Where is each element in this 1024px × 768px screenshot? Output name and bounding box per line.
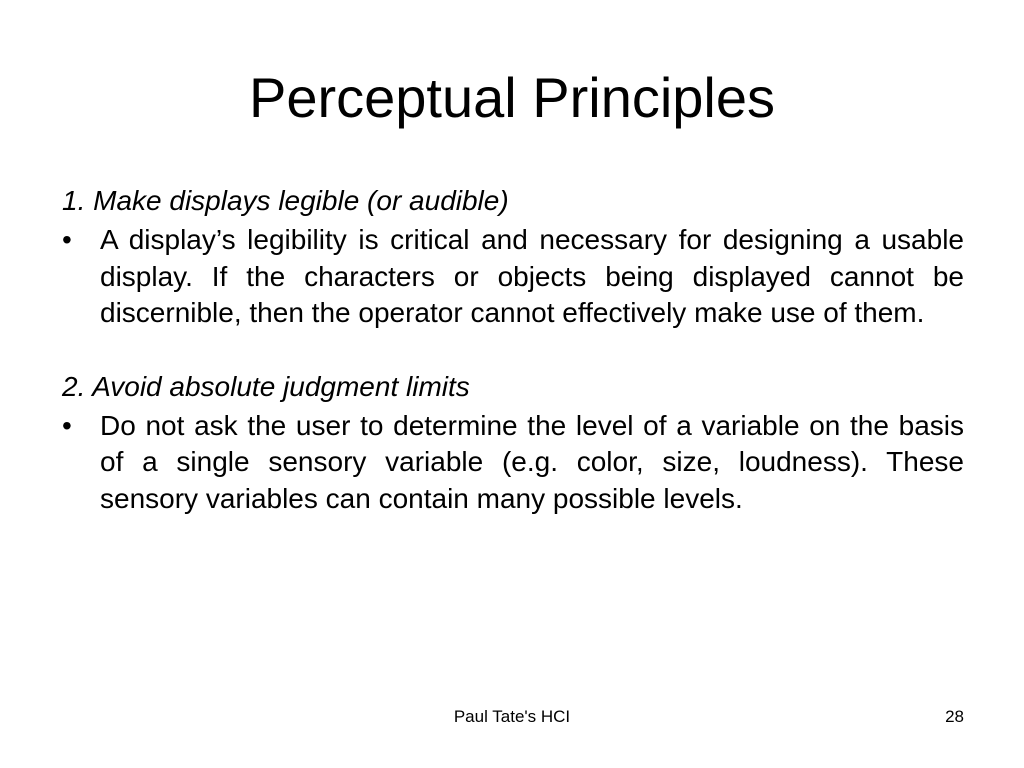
bullet-item	[62, 222, 964, 332]
bullet-marker: •	[62, 224, 72, 255]
section-heading: 1. Make displays legible (or audible)	[62, 185, 509, 216]
bullet-item	[62, 408, 964, 518]
footer-author: Paul Tate's HCI	[453, 707, 571, 726]
section-absolute-judgment	[62, 368, 964, 518]
slide-content	[62, 182, 964, 517]
section-heading: 2. Avoid absolute judgment limits	[62, 370, 470, 402]
section-legibility	[62, 182, 964, 332]
page-number: 28	[945, 707, 964, 726]
bullet-text: A display’s legibility is critical and necessary for designing a usable display. If the characters or objects being displayed cannot be discernible, then the operator cannot effectively make use of them.	[100, 224, 964, 328]
bullet-text: Do not ask the user to determine the level of a variable on the basis of a single sensory variable (e.g. color, size, loudness). These sensory variables can contain many possible levels.	[100, 409, 964, 514]
bullet-marker: •	[62, 409, 72, 441]
slide-title: Perceptual Principles	[248, 66, 776, 129]
